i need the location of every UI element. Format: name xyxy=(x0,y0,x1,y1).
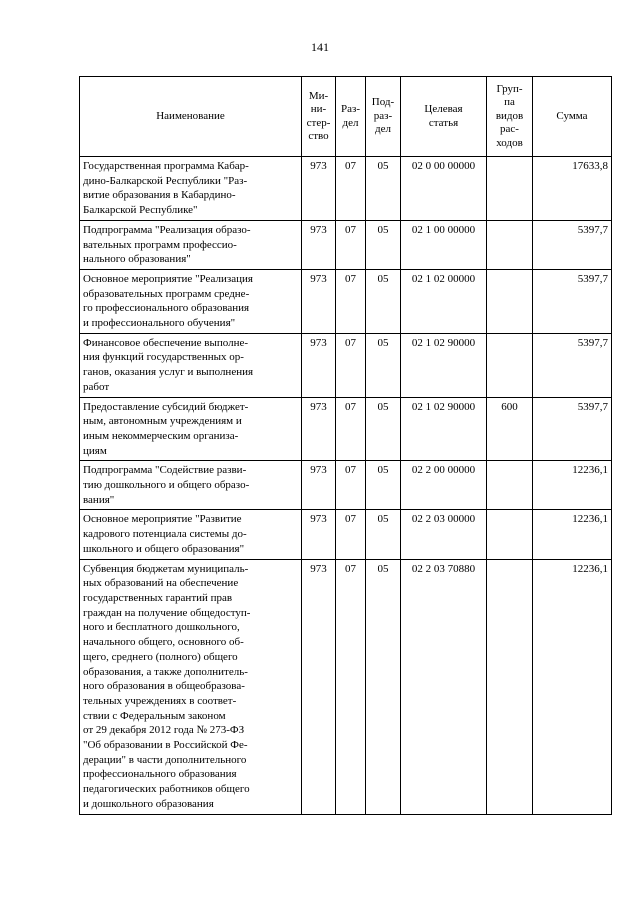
table-row xyxy=(80,461,612,510)
header-section-line: Раз- xyxy=(340,103,360,115)
row-ministry: 973 xyxy=(302,220,336,269)
row-section: 07 xyxy=(336,461,366,510)
header-exptype-line: ходов xyxy=(496,136,523,149)
header-exptype-line: рас- xyxy=(500,123,519,136)
row-name-line: граждан на получение общедоступ- xyxy=(83,606,251,619)
row-ministry: 973 xyxy=(302,397,336,461)
row-name-line: ганов, оказания услуг и выполнения xyxy=(83,366,254,379)
header-section xyxy=(336,77,366,157)
row-name-line: образовательных программ средне- xyxy=(83,287,250,300)
row-name-line: и профессионального обучения" xyxy=(83,317,236,330)
row-subsection: 05 xyxy=(366,510,401,559)
row-section: 07 xyxy=(336,397,366,461)
row-name-line: щего, среднего (полного) общего xyxy=(83,650,238,663)
row-name-line: кадрового потенциала системы до- xyxy=(83,528,247,541)
row-name-line: витие образования в Кабардино- xyxy=(83,189,236,202)
header-ministry xyxy=(302,77,336,157)
header-subsection-line: раз- xyxy=(373,109,393,122)
row-target: 02 0 00 00000 xyxy=(401,157,487,221)
table-row xyxy=(80,510,612,559)
row-name xyxy=(80,220,302,269)
row-exptype xyxy=(487,461,533,510)
header-row xyxy=(80,77,612,157)
row-name-line: начального общего, основного об- xyxy=(83,636,244,649)
row-section: 07 xyxy=(336,333,366,397)
budget-table xyxy=(79,76,612,815)
row-name-line: педагогических работников общего xyxy=(83,783,250,796)
table-row xyxy=(80,220,612,269)
row-name-line: циям xyxy=(83,444,107,457)
header-sum: Сумма xyxy=(533,77,612,157)
row-name-line: Предоставление субсидий бюджет- xyxy=(83,400,249,413)
row-target: 02 1 02 90000 xyxy=(401,333,487,397)
row-target: 02 2 00 00000 xyxy=(401,461,487,510)
row-name xyxy=(80,397,302,461)
page-number: 141 xyxy=(311,40,329,54)
row-section: 07 xyxy=(336,157,366,221)
row-name-line: Подпрограмма "Реализация образо- xyxy=(83,223,251,236)
row-name-line: и дошкольного образования xyxy=(83,797,214,810)
row-name xyxy=(80,157,302,221)
row-name-line: ного и бесплатного дошкольного, xyxy=(83,621,240,634)
row-sum: 12236,1 xyxy=(533,559,612,814)
row-subsection: 05 xyxy=(366,220,401,269)
header-ministry-line: Ми- xyxy=(308,89,329,102)
row-name-line: Основное мероприятие "Развитие xyxy=(83,513,242,526)
row-name-line: работ xyxy=(83,380,110,393)
table-row xyxy=(80,559,612,814)
table-row xyxy=(80,157,612,221)
row-name-line: дино-Балкарской Республики "Раз- xyxy=(83,174,248,187)
row-exptype xyxy=(487,510,533,559)
header-ministry-line: стер- xyxy=(306,116,331,129)
row-name-line: образования, а также дополнитель- xyxy=(83,665,248,678)
row-name-line: ных образований на обеспечение xyxy=(83,577,239,590)
row-name-line: Основное мероприятие "Реализация xyxy=(83,272,253,285)
row-name xyxy=(80,269,302,333)
row-name-line: ного образования в общеобразова- xyxy=(83,680,245,693)
row-name-line: ным, автономным учреждениям и xyxy=(83,415,242,428)
row-subsection: 05 xyxy=(366,333,401,397)
table-row xyxy=(80,269,612,333)
row-name-line: вания" xyxy=(83,493,115,506)
row-name-line: от 29 декабря 2012 года № 273-ФЗ xyxy=(83,724,245,737)
header-target-line: статья xyxy=(428,116,459,129)
header-ministry-line: ство xyxy=(308,130,329,142)
header-exptype xyxy=(487,77,533,157)
row-ministry: 973 xyxy=(302,157,336,221)
header-subsection-line: Под- xyxy=(371,96,395,109)
row-name-line: ния функций государственных ор- xyxy=(83,351,244,364)
row-ministry: 973 xyxy=(302,559,336,814)
header-exptype-line: па xyxy=(504,96,515,109)
table-row xyxy=(80,333,612,397)
row-name-line: ствии с Федеральным законом xyxy=(83,709,226,722)
row-name-line: государственных гарантий прав xyxy=(83,591,233,604)
row-sum: 5397,7 xyxy=(533,333,612,397)
row-name-line: "Об образовании в Российской Фе- xyxy=(83,739,248,752)
row-exptype xyxy=(487,269,533,333)
row-exptype xyxy=(487,157,533,221)
row-name-line: тию дошкольного и общего образо- xyxy=(83,479,250,492)
row-name xyxy=(80,333,302,397)
row-name-line: вательных программ профессио- xyxy=(83,238,237,251)
row-name-line: школьного и общего образования" xyxy=(83,542,245,555)
row-target: 02 2 03 70880 xyxy=(401,559,487,814)
row-name-line: иным некоммерческим организа- xyxy=(83,429,239,442)
row-exptype xyxy=(487,333,533,397)
row-name xyxy=(80,559,302,814)
row-target: 02 1 02 00000 xyxy=(401,269,487,333)
row-name-line: нального образования" xyxy=(83,253,191,266)
row-section: 07 xyxy=(336,220,366,269)
table-body xyxy=(80,157,612,815)
row-name-line: го профессионального образования xyxy=(83,302,250,315)
row-section: 07 xyxy=(336,510,366,559)
row-exptype xyxy=(487,559,533,814)
row-name-line: тельных учреждениях в соответ- xyxy=(83,694,237,707)
row-section: 07 xyxy=(336,269,366,333)
row-subsection: 05 xyxy=(366,559,401,814)
row-subsection: 05 xyxy=(366,461,401,510)
row-exptype xyxy=(487,220,533,269)
row-name xyxy=(80,510,302,559)
header-subsection xyxy=(366,77,401,157)
row-subsection: 05 xyxy=(366,157,401,221)
header-name: Наименование xyxy=(80,77,302,157)
row-target: 02 2 03 00000 xyxy=(401,510,487,559)
row-name xyxy=(80,461,302,510)
row-sum: 12236,1 xyxy=(533,461,612,510)
row-name-line: Субвенция бюджетам муниципаль- xyxy=(83,562,249,575)
header-ministry-line: ни- xyxy=(310,103,327,115)
header-exptype-line: видов xyxy=(495,109,524,122)
row-ministry: 973 xyxy=(302,461,336,510)
row-target: 02 1 00 00000 xyxy=(401,220,487,269)
row-name-line: Государственная программа Кабар- xyxy=(83,160,249,172)
row-name-line: Балкарской Республике" xyxy=(83,204,198,217)
row-name-line: профессионального образования xyxy=(83,768,237,781)
row-ministry: 973 xyxy=(302,510,336,559)
row-sum: 12236,1 xyxy=(533,510,612,559)
row-sum: 17633,8 xyxy=(533,157,612,221)
row-sum: 5397,7 xyxy=(533,269,612,333)
row-sum: 5397,7 xyxy=(533,220,612,269)
row-exptype: 600 xyxy=(487,397,533,461)
header-section-line: дел xyxy=(342,116,359,129)
header-subsection-line: дел xyxy=(375,123,391,136)
header-target-line: Целевая xyxy=(424,103,463,115)
row-target: 02 1 02 90000 xyxy=(401,397,487,461)
row-sum: 5397,7 xyxy=(533,397,612,461)
row-ministry: 973 xyxy=(302,333,336,397)
header-target xyxy=(401,77,487,157)
row-name-line: дерации" в части дополнительного xyxy=(83,753,247,766)
row-ministry: 973 xyxy=(302,269,336,333)
row-name-line: Финансовое обеспечение выполне- xyxy=(83,336,249,349)
header-exptype-line: Груп- xyxy=(496,82,523,95)
row-subsection: 05 xyxy=(366,397,401,461)
table-row xyxy=(80,397,612,461)
row-section: 07 xyxy=(336,559,366,814)
row-subsection: 05 xyxy=(366,269,401,333)
row-name-line: Подпрограмма "Содействие разви- xyxy=(83,464,247,477)
